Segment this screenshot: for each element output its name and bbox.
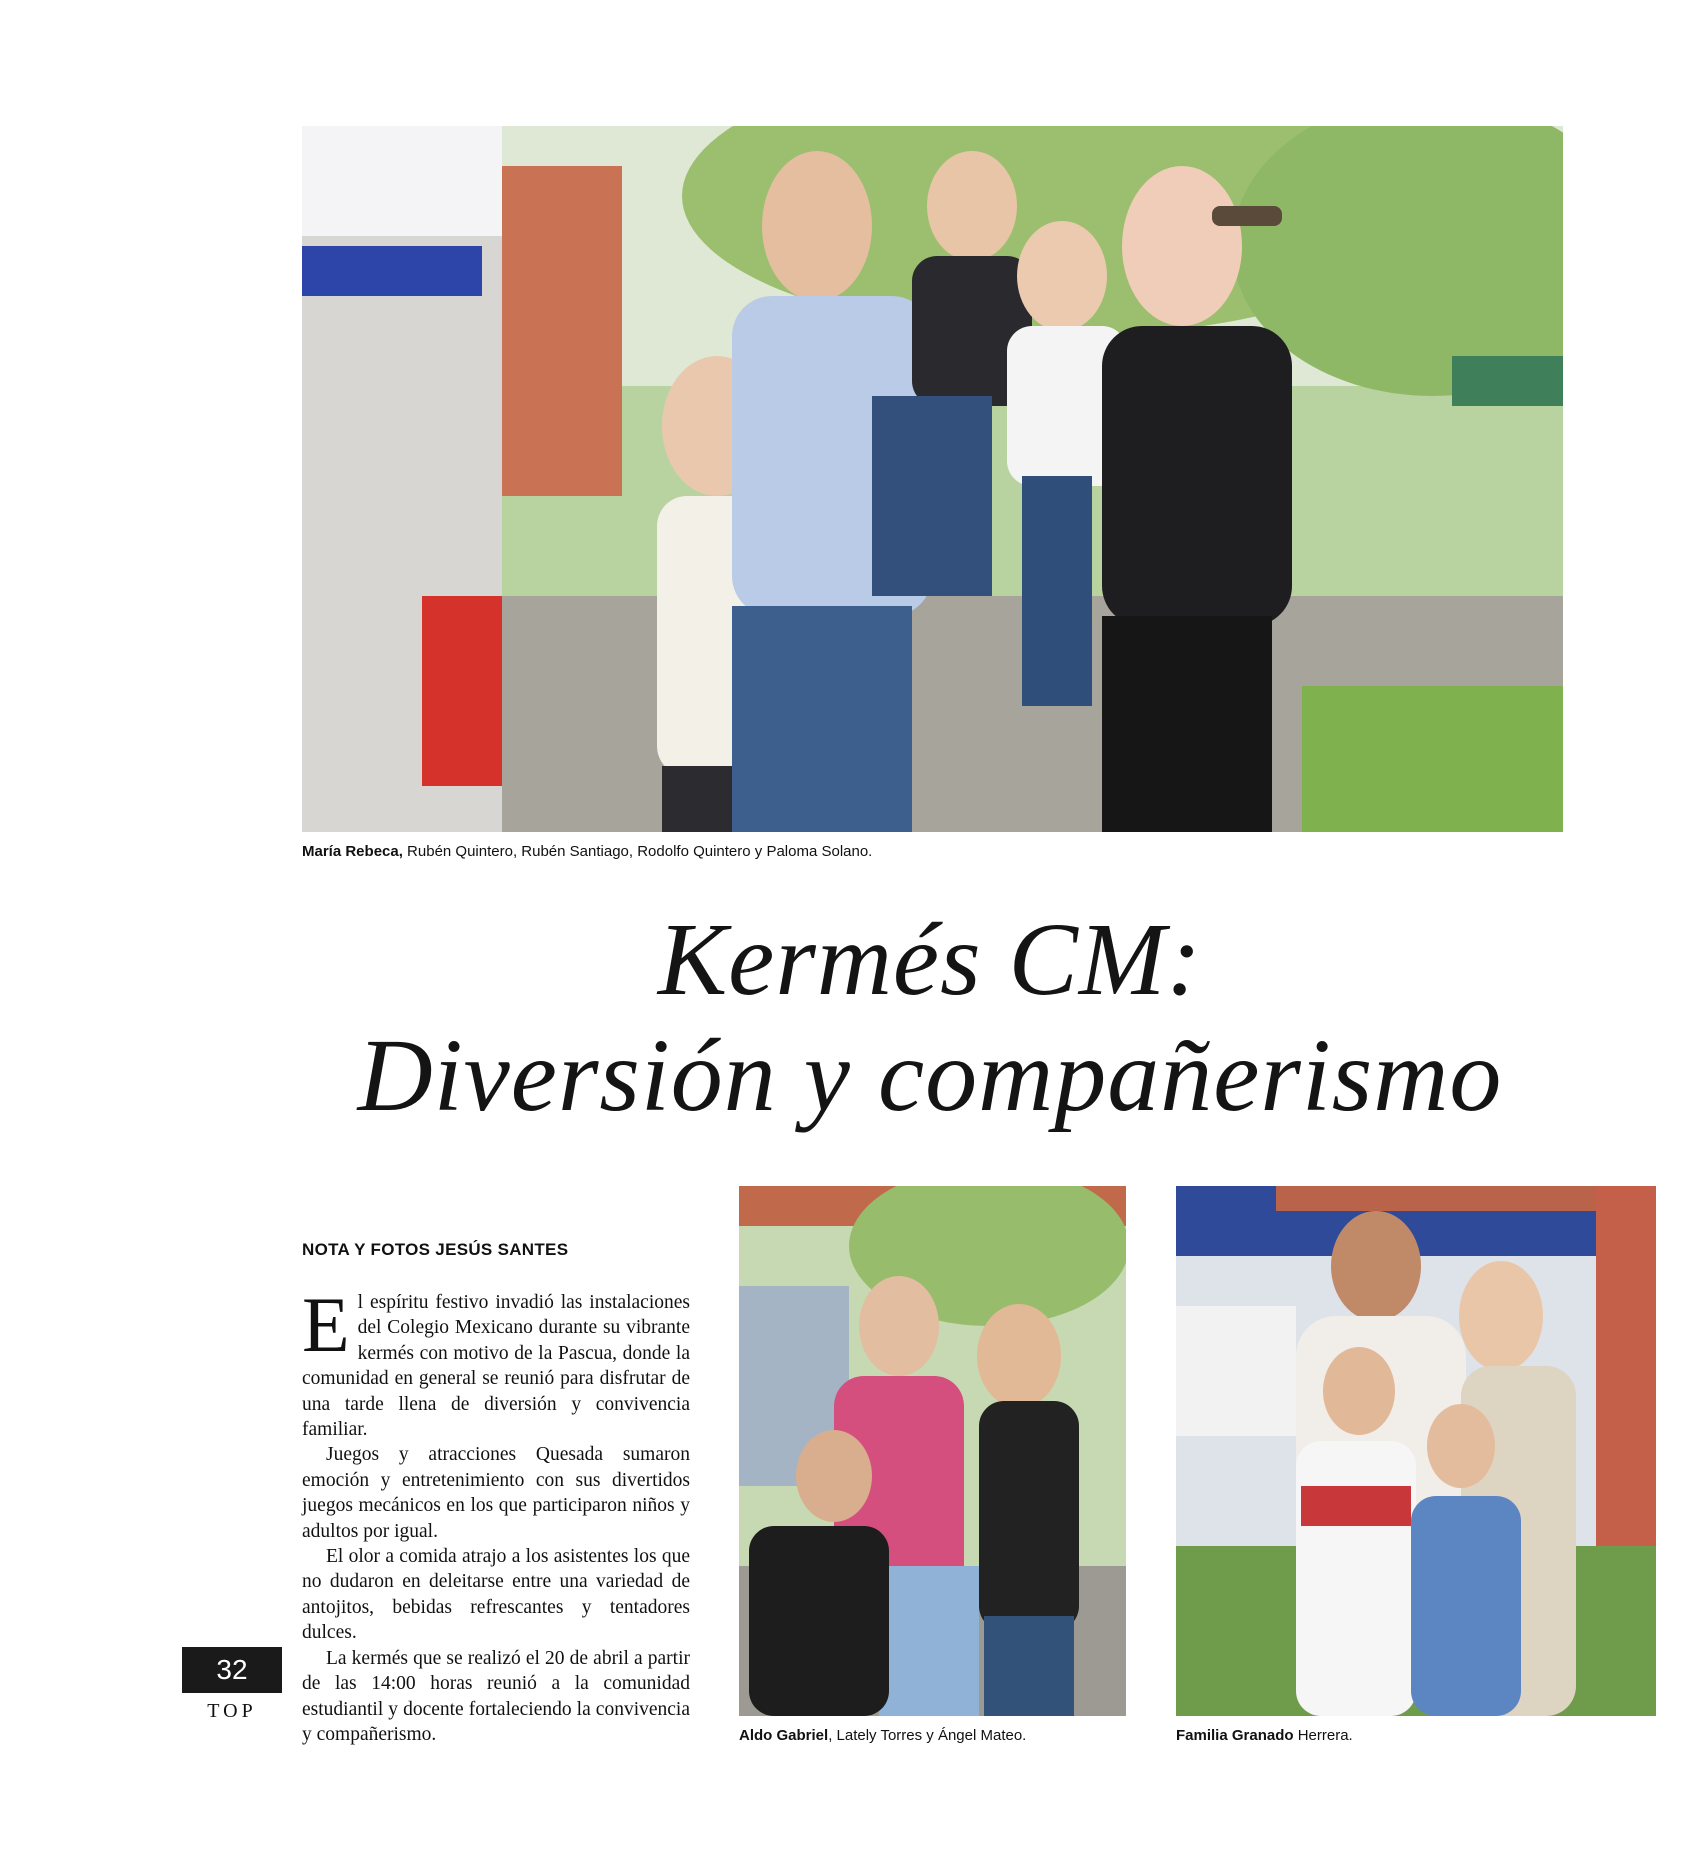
main-photo [302,126,1563,832]
photo-2-caption [739,1727,1026,1744]
main-photo-caption-rest: Rubén Quintero, Rubén Santiago, Rodolfo Quintero y Paloma Solano. [402,843,873,860]
photo-3-caption [1176,1727,1353,1744]
photo-3-caption-name: Familia Granado [1176,1727,1294,1744]
photo-2-caption-name: Aldo Gabriel [739,1727,829,1744]
page-number: 32 [182,1647,282,1693]
article-body [302,1281,690,1747]
article-paragraph-3: El olor a comida atrajo a los asistentes los que no dudaron en deleitarse entre una variedad de antojitos, bebidas refrescantes y tentadores dulces. [302,1546,690,1644]
main-photo-caption [302,843,872,860]
publication-brand: TOP [207,1700,257,1722]
article-paragraph-1-text: l espíritu festivo invadió las instalaciones del Colegio Mexicano durante su vibrante kermés con motivo de la Pascua, donde la comunidad en general se reunió para disfrutar de una tarde llena de diversión y convivencia familiar. [302,1292,690,1441]
article-paragraph-2: Juegos y atracciones Quesada sumaron emoción y entretenimiento con sus divertidos juegos mecánicos en los que participaron niños y adultos por igual. [302,1444,690,1542]
photo-aldo-gabriel [739,1186,1126,1716]
main-photo-caption-names: María Rebeca, [302,843,403,860]
headline-line-1: Kermés CM: [657,902,1203,1017]
photo-familia-granado [1176,1186,1656,1716]
drop-cap: E [302,1281,350,1368]
headline-line-2: Diversión y compañerismo [357,1018,1503,1133]
photo-2-caption-rest: , Lately Torres y Ángel Mateo. [828,1727,1027,1744]
photo-3-caption-rest: Herrera. [1293,1727,1353,1744]
article-paragraph-4: La kermés que se realizó el 20 de abril a partir de las 14:00 horas reunió a la comunidad estudiantil y docente fortaleciendo la convivencia y compañerismo. [302,1647,690,1745]
article-paragraph-1 [302,1281,690,1442]
byline: NOTA Y FOTOS JESÚS SANTES [302,1240,569,1259]
